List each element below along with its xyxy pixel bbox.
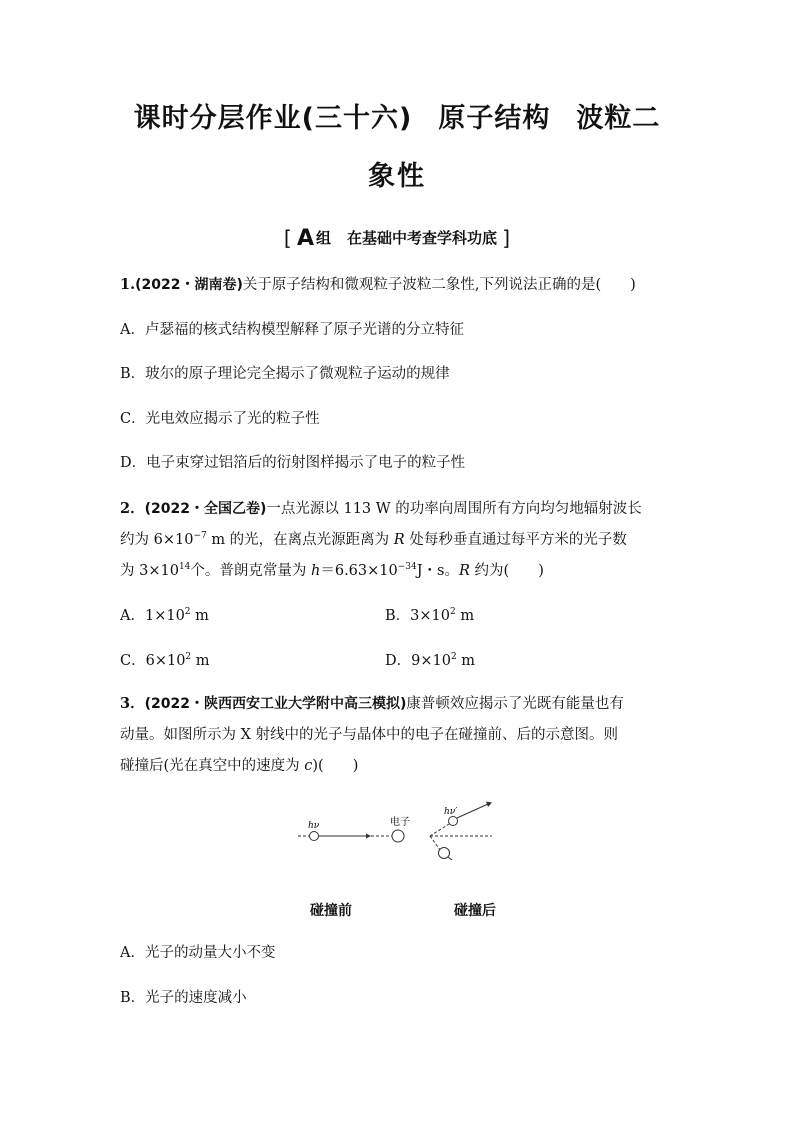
electron-before [392, 830, 404, 842]
question-number: 3． [120, 695, 145, 712]
scattered-photon-arrow [457, 804, 488, 818]
unit: m [190, 608, 209, 624]
variable-r: R [393, 532, 405, 548]
unit: m [456, 653, 476, 669]
text-segment: 约为 6×10 [120, 532, 194, 548]
arrow-head [366, 834, 371, 839]
label-hv: hν [308, 821, 320, 831]
question-text: 康普顿效应揭示了光既有能量也有 [406, 696, 624, 712]
unit: m [455, 608, 475, 624]
exponent: −7 [193, 531, 207, 541]
question-2-line-2 [120, 530, 627, 550]
question-source: (2022・湖南卷) [135, 277, 243, 293]
exponent: 2 [185, 652, 192, 662]
text-segment: 碰撞后(光在真空中的速度为 [120, 758, 305, 774]
question-text: 关于原子结构和微观粒子波粒二象性,下列说法正确的是( ) [242, 277, 636, 293]
question-3-line-2: 动量。如图所示为 X 射线中的光子与晶体中的电子在碰撞前、后的示意图。则 [120, 727, 619, 743]
recoil-dashed [430, 836, 440, 850]
question-text: 一点光源以 113 W 的功率向周围所有方向均匀地辐射波长 [266, 501, 642, 517]
title-part1: 课时分层作业(三十六) [133, 103, 413, 134]
group-letter: A [296, 226, 314, 251]
scattered-dashed [430, 824, 449, 836]
variable-c: c [304, 758, 313, 774]
group-heading [0, 226, 794, 251]
title-part3: 波粒二 [576, 103, 661, 134]
variable-h: h [311, 563, 321, 579]
exponent: 2 [450, 652, 457, 662]
label-hv-prime: hν′ [444, 807, 458, 817]
recoil-arrow [448, 857, 452, 860]
text-segment: m 的光，在离点光源距离为 [206, 532, 394, 548]
question-source: (2022・全国乙卷) [144, 501, 267, 517]
left-bracket: [ [283, 226, 292, 250]
question-1-option-d: D．电子束穿过铝箔后的衍射图样揭示了电子的粒子性 [120, 455, 466, 471]
compton-scattering-diagram [296, 800, 496, 860]
text-segment: )( ) [312, 758, 359, 774]
question-number: 1. [120, 276, 136, 293]
question-3-line-1 [120, 694, 624, 714]
question-2-line-3 [120, 561, 544, 581]
title-part2: 原子结构 [438, 103, 551, 134]
group-label: 组 [316, 229, 332, 247]
question-1-stem [120, 275, 636, 295]
question-2-line-1 [120, 499, 642, 519]
group-text: 在基础中考查学科功底 [347, 229, 498, 247]
photon-after [449, 817, 458, 826]
exponent: 2 [449, 607, 456, 617]
label-electron: 电子 [390, 817, 410, 828]
exponent: −34 [397, 562, 417, 572]
text-segment: ＝6.63×10 [320, 563, 398, 579]
page-title [0, 96, 794, 135]
question-number: 2． [120, 500, 145, 517]
question-2-option-b [385, 606, 474, 626]
text-segment: 处每秒垂直通过每平方米的光子数 [404, 532, 627, 548]
option-text: C．6×10 [120, 653, 186, 669]
caption-before: 碰撞前 [310, 903, 352, 919]
option-text: B．3×10 [385, 608, 450, 624]
option-text: A．1×10 [120, 608, 185, 624]
text-segment: 为 3×10 [120, 563, 179, 579]
question-1-option-b: B．玻尔的原子理论完全揭示了微观粒子运动的规律 [120, 366, 450, 382]
text-segment: J・s。 [416, 563, 459, 579]
exponent: 2 [184, 607, 191, 617]
question-3-line-3 [120, 756, 358, 776]
question-1-option-c: C．光电效应揭示了光的粒子性 [120, 411, 320, 427]
page-title-continued: 象性 [368, 161, 426, 192]
question-3-option-a: A．光子的动量大小不变 [120, 945, 276, 961]
question-2-option-a [120, 606, 209, 626]
text-segment: 个。普朗克常量为 [190, 563, 311, 579]
variable-r: R [459, 563, 470, 579]
question-source: (2022・陕西西安工业大学附中高三模拟) [144, 696, 407, 712]
text-segment: 约为( ) [469, 563, 544, 579]
unit: m [191, 653, 210, 669]
electron-after [439, 848, 450, 859]
photon-before [310, 832, 319, 841]
question-2-option-d [385, 651, 475, 671]
question-1-option-a: A．卢瑟福的核式结构模型解释了原子光谱的分立特征 [120, 322, 464, 338]
caption-after: 碰撞后 [454, 903, 496, 919]
exponent: 14 [178, 562, 191, 572]
right-bracket: ] [502, 226, 511, 250]
question-3-option-b: B．光子的速度减小 [120, 990, 247, 1006]
option-text: D．9×10 [385, 653, 451, 669]
question-2-option-c [120, 651, 210, 671]
